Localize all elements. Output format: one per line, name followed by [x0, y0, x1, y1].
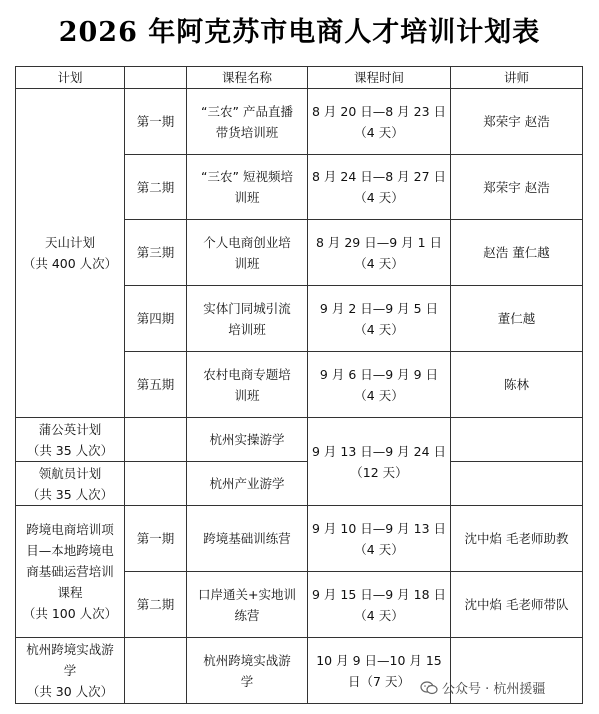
period-cell: 第二期	[125, 155, 187, 220]
training-plan-table	[15, 66, 583, 704]
header-time: 课程时间	[308, 67, 451, 89]
page-title: 2026 年阿克苏市电商人才培训计划表	[58, 17, 541, 48]
lecturer-cell: 沈中焰 毛老师助教	[451, 506, 583, 572]
table-row	[16, 506, 583, 572]
watermark-text: 公众号 · 杭州援疆	[442, 682, 546, 697]
plan-crossborder: 跨境电商培训项 目—本地跨境电 商基础运营培训 课程 （共 100 人次）	[16, 506, 125, 638]
period-cell	[125, 638, 187, 704]
period-cell: 第二期	[125, 572, 187, 638]
lecturer-cell	[451, 418, 583, 462]
plan-pugongying: 蒲公英计划 （共 35 人次）	[16, 418, 125, 462]
header-plan: 计划	[16, 67, 125, 89]
time-cell: 10 月 9 日—10 月 15 日（7 天）	[308, 638, 451, 704]
course-cell: 实体门同城引流 培训班	[187, 286, 308, 352]
time-cell: 8 月 24 日—8 月 27 日 （4 天）	[308, 155, 451, 220]
course-cell: 杭州产业游学	[187, 462, 308, 506]
lecturer-cell: 郑荣宇 赵浩	[451, 89, 583, 155]
table-row	[16, 418, 583, 462]
period-cell: 第一期	[125, 506, 187, 572]
shared-time-cell: 9 月 13 日—9 月 24 日 （12 天）	[308, 418, 451, 506]
period-cell: 第一期	[125, 89, 187, 155]
course-cell: 杭州实操游学	[187, 418, 308, 462]
course-cell: 个人电商创业培 训班	[187, 220, 308, 286]
table-row	[16, 462, 583, 506]
lecturer-cell: 陈林	[451, 352, 583, 418]
time-cell: 8 月 29 日—9 月 1 日 （4 天）	[308, 220, 451, 286]
watermark	[420, 678, 545, 697]
lecturer-cell: 沈中焰 毛老师带队	[451, 572, 583, 638]
period-cell	[125, 462, 187, 506]
lecturer-cell	[451, 462, 583, 506]
course-cell: “三农” 产品直播 带货培训班	[187, 89, 308, 155]
time-cell: 9 月 15 日—9 月 18 日 （4 天）	[308, 572, 451, 638]
lecturer-cell: 赵浩 董仁越	[451, 220, 583, 286]
course-cell: 口岸通关+实地训 练营	[187, 572, 308, 638]
course-cell: 农村电商专题培 训班	[187, 352, 308, 418]
header-course: 课程名称	[187, 67, 308, 89]
header-row	[16, 67, 583, 89]
lecturer-cell: 郑荣宇 赵浩	[451, 155, 583, 220]
plan-tianshan: 天山计划 （共 400 人次）	[16, 89, 125, 418]
period-cell	[125, 418, 187, 462]
table-row	[16, 89, 583, 155]
time-cell: 9 月 6 日—9 月 9 日 （4 天）	[308, 352, 451, 418]
course-cell: 跨境基础训练营	[187, 506, 308, 572]
time-cell: 8 月 20 日—8 月 23 日 （4 天）	[308, 89, 451, 155]
period-cell: 第四期	[125, 286, 187, 352]
course-cell: 杭州跨境实战游 学	[187, 638, 308, 704]
header-period	[125, 67, 187, 89]
time-cell: 9 月 10 日—9 月 13 日 （4 天）	[308, 506, 451, 572]
time-cell: 9 月 2 日—9 月 5 日 （4 天）	[308, 286, 451, 352]
plan-linghangyuan: 领航员计划 （共 35 人次）	[16, 462, 125, 506]
period-cell: 第五期	[125, 352, 187, 418]
plan-hangzhou: 杭州跨境实战游 学 （共 30 人次）	[16, 638, 125, 704]
period-cell: 第三期	[125, 220, 187, 286]
wechat-icon	[420, 681, 438, 695]
header-lecturer: 讲师	[451, 67, 583, 89]
course-cell: “三农” 短视频培 训班	[187, 155, 308, 220]
lecturer-cell: 董仁越	[451, 286, 583, 352]
